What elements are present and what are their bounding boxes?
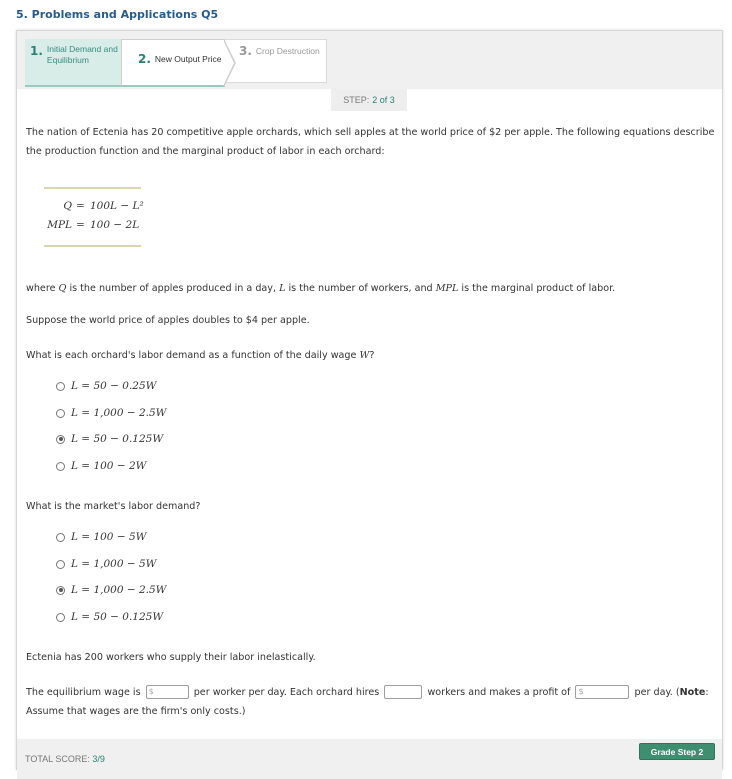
- radio-button-selected[interactable]: [56, 435, 65, 444]
- step-prefix: STEP:: [343, 95, 370, 105]
- text-fragment: What is each orchard's labor demand as a function of the daily wage: [26, 350, 360, 361]
- option-label: L = 50 − 0.25W: [71, 380, 157, 392]
- intro-text: The nation of Ectenia has 20 competitive apple orchards, which sell apples at the world price of $2 per apple. The following equations describe the production function and the marginal product of labor in each orchard:: [26, 127, 715, 157]
- total-score: [25, 754, 105, 764]
- option-label: L = 100 − 5W: [71, 531, 147, 543]
- note-label: Note: [679, 687, 706, 698]
- tab-step-2-number: 2.: [138, 52, 151, 66]
- tab-step-2[interactable]: [121, 39, 225, 87]
- page-title: 5. Problems and Applications Q5: [16, 8, 219, 21]
- text-fragment: is the number of workers, and: [285, 283, 436, 294]
- eq-rhs: 100L − L²: [90, 200, 144, 212]
- radio-button[interactable]: [56, 382, 65, 391]
- text-fragment: workers and makes a profit of: [427, 687, 571, 698]
- q2-option-3[interactable]: [56, 584, 166, 596]
- footer-bar: [17, 739, 722, 779]
- step-value: 2 of 3: [372, 95, 395, 105]
- fill-in-text: [26, 683, 716, 721]
- q1-option-3[interactable]: [56, 433, 163, 445]
- tab-arrow-icon: [224, 39, 236, 87]
- tab-step-1-number: 1.: [30, 44, 43, 58]
- text-fragment: ?: [369, 350, 375, 361]
- score-label: TOTAL SCORE:: [25, 754, 90, 764]
- option-label: L = 50 − 0.125W: [71, 611, 164, 623]
- score-value: 3/9: [92, 754, 105, 764]
- q2-option-4[interactable]: [56, 611, 163, 623]
- text-fragment: is the number of apples produced in a day,: [66, 283, 280, 294]
- option-label: L = 50 − 0.125W: [71, 433, 164, 445]
- text-fragment: is the marginal product of labor.: [458, 283, 616, 294]
- tab-step-2-label: New Output Price: [154, 54, 222, 64]
- definitions-text: [26, 279, 716, 298]
- labor-supply-text: Ectenia has 200 workers who supply their labor inelastically.: [26, 652, 316, 663]
- equation-block: [44, 187, 144, 247]
- text-fragment: : Assume that wages are the firm's only costs.): [26, 687, 709, 717]
- question-1-text: [26, 346, 716, 365]
- wage-input[interactable]: $: [146, 685, 189, 699]
- q1-option-4[interactable]: [56, 460, 146, 472]
- step-indicator: [331, 89, 407, 111]
- step-tab-bar: [17, 31, 722, 89]
- eq-sign: =: [76, 200, 85, 212]
- math-var: W: [359, 350, 370, 361]
- eq-sign: =: [76, 219, 85, 231]
- radio-button[interactable]: [56, 533, 65, 542]
- option-label: L = 1,000 − 2.5W: [71, 584, 167, 596]
- radio-button[interactable]: [56, 409, 65, 418]
- radio-button[interactable]: [56, 613, 65, 622]
- q1-option-1[interactable]: [56, 380, 156, 392]
- radio-button-selected[interactable]: [56, 586, 65, 595]
- eq-lhs: MPL: [47, 219, 72, 231]
- text-fragment: The equilibrium wage is: [26, 687, 141, 698]
- math-var: MPL: [435, 283, 459, 294]
- text-fragment: per day. (: [634, 687, 680, 698]
- option-label: L = 100 − 2W: [71, 460, 147, 472]
- option-label: L = 1,000 − 2.5W: [71, 407, 167, 419]
- tab-step-1-label: Initial Demand and Equilibrium: [46, 44, 118, 65]
- workers-input[interactable]: [384, 685, 422, 699]
- math-var: Q: [58, 283, 67, 294]
- radio-button[interactable]: [56, 560, 65, 569]
- eq-rhs: 100 − 2L: [90, 219, 140, 231]
- profit-input[interactable]: $: [575, 685, 629, 699]
- math-var: L: [279, 283, 286, 294]
- q1-option-2[interactable]: [56, 407, 166, 419]
- tab-step-3-label: Crop Destruction: [255, 46, 320, 56]
- price-change-text: Suppose the world price of apples doubles to $4 per apple.: [26, 315, 310, 326]
- grade-step-button[interactable]: Grade Step 2: [639, 743, 715, 760]
- text-fragment: where: [26, 283, 59, 294]
- radio-button[interactable]: [56, 462, 65, 471]
- tab-step-1[interactable]: [25, 39, 128, 87]
- option-label: L = 1,000 − 5W: [71, 558, 157, 570]
- eq-lhs: Q: [63, 200, 72, 212]
- question-2-text: What is the market's labor demand?: [26, 501, 201, 512]
- q2-option-2[interactable]: [56, 558, 156, 570]
- problem-frame: [16, 30, 723, 770]
- text-fragment: per worker per day. Each orchard hires: [193, 687, 380, 698]
- tab-step-3-number: 3.: [239, 44, 252, 58]
- tab-step-3[interactable]: [225, 39, 327, 83]
- q2-option-1[interactable]: [56, 531, 146, 543]
